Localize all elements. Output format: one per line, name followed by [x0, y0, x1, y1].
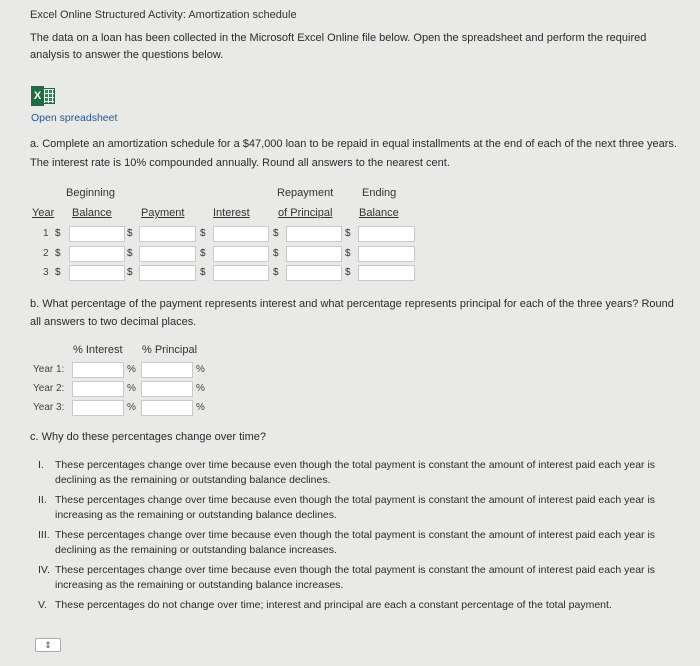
beginning-balance-input[interactable]: [69, 226, 125, 242]
header-repayment: Repayment: [277, 187, 334, 199]
pct-interest-input[interactable]: [72, 400, 124, 416]
header-ending: Ending: [362, 187, 397, 199]
option-number: II.: [38, 494, 47, 506]
dollar-sign: $: [200, 248, 206, 259]
intro-text: The data on a loan has been collected in the Microsoft Excel Online file below. Open the spreadsheet and perform the required analysis to answer the questions below.: [30, 32, 647, 61]
header-year: Year: [32, 207, 55, 219]
option-text: These percentages change over time because even though the total payment is constant the amount of interest paid each year is declining as the remaining or outstanding balance declines.: [55, 459, 656, 486]
year-row-label: Year 1:: [33, 364, 65, 375]
option-item: [30, 598, 685, 613]
payment-input[interactable]: [139, 226, 196, 242]
ending-balance-input[interactable]: [358, 265, 415, 281]
option-text: These percentages do not change over time; interest and principal are each a constant percentage of the total payment.: [55, 599, 612, 611]
open-spreadsheet-link[interactable]: Open spreadsheet: [31, 112, 118, 124]
interest-input[interactable]: [213, 246, 269, 262]
option-number: I.: [38, 459, 44, 471]
pct-interest-input[interactable]: [72, 381, 124, 397]
year-label: 1: [43, 228, 49, 239]
year-label: 2: [43, 248, 49, 259]
pct-interest-input[interactable]: [72, 362, 124, 378]
option-item: [30, 563, 685, 593]
dollar-sign: $: [345, 228, 351, 239]
option-item: [30, 493, 685, 523]
header-interest: Interest: [213, 207, 250, 219]
interest-input[interactable]: [213, 265, 269, 281]
header-repayment-principal: of Principal: [278, 207, 333, 219]
excel-icon[interactable]: [31, 86, 55, 106]
option-text: These percentages change over time because even though the total payment is constant the amount of interest paid each year is declining as the remaining or outstanding balance increases.: [55, 529, 656, 556]
percent-sign: %: [127, 402, 136, 413]
ending-balance-input[interactable]: [358, 226, 415, 242]
option-text: These percentages change over time because even though the total payment is constant the amount of interest paid each year is increasing as the remaining or outstanding balance declines.: [55, 494, 656, 521]
header-beginning: Beginning: [66, 187, 115, 199]
answer-select-dropdown[interactable]: [35, 638, 61, 652]
option-text: These percentages change over time because even though the total payment is constant the amount of interest paid each year is increasing as the remaining or outstanding balance increases.: [55, 564, 656, 591]
percent-sign: %: [127, 364, 136, 375]
percent-sign: %: [196, 383, 205, 394]
dollar-sign: $: [345, 267, 351, 278]
dollar-sign: $: [200, 228, 206, 239]
header-beginning-balance: Balance: [72, 207, 112, 219]
header-ending-balance: Balance: [359, 207, 399, 219]
dollar-sign: $: [127, 248, 133, 259]
header-payment: Payment: [141, 207, 185, 219]
excel-icon-letter: X: [31, 86, 44, 106]
dollar-sign: $: [127, 228, 133, 239]
option-number: V.: [38, 599, 47, 611]
beginning-balance-input[interactable]: [69, 265, 125, 281]
repayment-input[interactable]: [286, 226, 342, 242]
chevron-updown-icon: ⇕: [44, 640, 52, 650]
page-title: Excel Online Structured Activity: Amortization schedule: [30, 9, 297, 21]
dollar-sign: $: [55, 228, 61, 239]
pct-principal-input[interactable]: [141, 362, 193, 378]
question-a: a. Complete an amortization schedule for a $47,000 loan to be repaid in equal installments at the end of each of the next three years. The interest rate is 10% compounded annually. Round all answers to the nearest cent.: [30, 138, 677, 169]
year-row-label: Year 2:: [33, 383, 65, 394]
percent-sign: %: [196, 364, 205, 375]
option-item: [30, 458, 685, 488]
option-number: III.: [38, 529, 50, 541]
header-pct-principal: % Principal: [142, 344, 198, 356]
dollar-sign: $: [273, 248, 279, 259]
dollar-sign: $: [200, 267, 206, 278]
dollar-sign: $: [345, 248, 351, 259]
pct-principal-input[interactable]: [141, 381, 193, 397]
question-c: c. Why do these percentages change over time?: [30, 431, 267, 443]
dollar-sign: $: [273, 228, 279, 239]
option-item: [30, 528, 685, 558]
percent-sign: %: [127, 383, 136, 394]
dollar-sign: $: [55, 267, 61, 278]
answer-options: [30, 458, 685, 618]
dollar-sign: $: [55, 248, 61, 259]
repayment-input[interactable]: [286, 265, 342, 281]
dollar-sign: $: [273, 267, 279, 278]
header-pct-interest: % Interest: [73, 344, 123, 356]
percent-sign: %: [196, 402, 205, 413]
ending-balance-input[interactable]: [358, 246, 415, 262]
payment-input[interactable]: [139, 246, 196, 262]
question-b: b. What percentage of the payment represents interest and what percentage represents principal for each of the three years? Round all answers to two decimal places.: [30, 298, 674, 328]
dollar-sign: $: [127, 267, 133, 278]
option-number: IV.: [38, 564, 50, 576]
repayment-input[interactable]: [286, 246, 342, 262]
year-label: 3: [43, 267, 49, 278]
payment-input[interactable]: [139, 265, 196, 281]
year-row-label: Year 3:: [33, 402, 65, 413]
pct-principal-input[interactable]: [141, 400, 193, 416]
beginning-balance-input[interactable]: [69, 246, 125, 262]
interest-input[interactable]: [213, 226, 269, 242]
